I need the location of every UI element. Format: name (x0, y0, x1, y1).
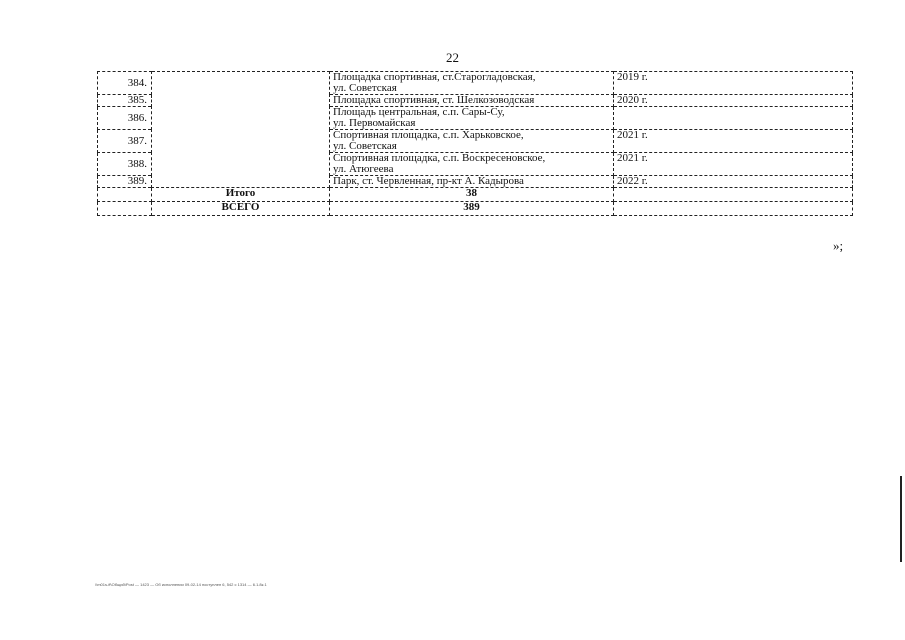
object-name-line-1: Спортивная площадка, с.п. Харьковское, (333, 129, 524, 141)
object-name-cell (330, 176, 614, 188)
grand-total-row (98, 202, 853, 216)
registry-table (97, 71, 853, 216)
footer-file-path: \\m01s-ff\Общий\Post — 1423 — Об исполнении 09-02-14 поступлен 6, 542 с 1314 — 6.1.8к.1 (95, 582, 267, 587)
grand-total-value: 389 (330, 202, 614, 216)
object-name-line-1: Площадка спортивная, ст. Шелкозоводская (333, 94, 535, 106)
group-cell (152, 72, 330, 188)
object-name-cell (330, 72, 614, 95)
empty-cell (98, 188, 152, 202)
object-name-cell (330, 130, 614, 153)
row-number: 386. (98, 107, 152, 130)
subtotal-label: Итого (152, 188, 330, 202)
scan-margin-line (900, 476, 902, 562)
row-number: 388. (98, 153, 152, 176)
row-number: 387. (98, 130, 152, 153)
empty-cell (614, 202, 853, 216)
year-cell: 2021 г. (614, 130, 853, 153)
closing-quote-mark: »; (833, 238, 844, 253)
object-name-line-1: Площадь центральная, с.п. Сары-Су, (333, 106, 505, 118)
year-cell: 2021 г. (614, 153, 853, 176)
object-name-line-2: ул. Атюгеева (333, 163, 394, 175)
row-number: 385. (98, 95, 152, 107)
object-name-line-1: Спортивная площадка, с.п. Воскресеновское, (333, 152, 546, 164)
empty-cell (98, 202, 152, 216)
subtotal-row (98, 188, 853, 202)
object-name-line-2: ул. Советская (333, 140, 397, 152)
row-number: 384. (98, 72, 152, 95)
year-cell: 2022 г. (614, 176, 853, 188)
object-name-line-2: ул. Советская (333, 82, 397, 94)
year-cell: 2019 г. (614, 72, 853, 95)
object-name-cell (330, 107, 614, 130)
subtotal-value: 38 (330, 188, 614, 202)
year-cell: 2020 г. (614, 95, 853, 107)
object-name-line-1: Площадка спортивная, ст.Старогладовская, (333, 71, 536, 83)
object-name-cell (330, 153, 614, 176)
table-row (98, 72, 853, 95)
page-number: 22 (446, 50, 459, 65)
object-name-line-2: ул. Первомайская (333, 117, 416, 129)
empty-cell (614, 188, 853, 202)
object-name-cell (330, 95, 614, 107)
row-number: 389. (98, 176, 152, 188)
grand-total-label: ВСЕГО (152, 202, 330, 216)
object-name-line-1: Парк, ст. Червленная, пр-кт А. Кадырова (333, 175, 524, 187)
year-cell (614, 107, 853, 130)
